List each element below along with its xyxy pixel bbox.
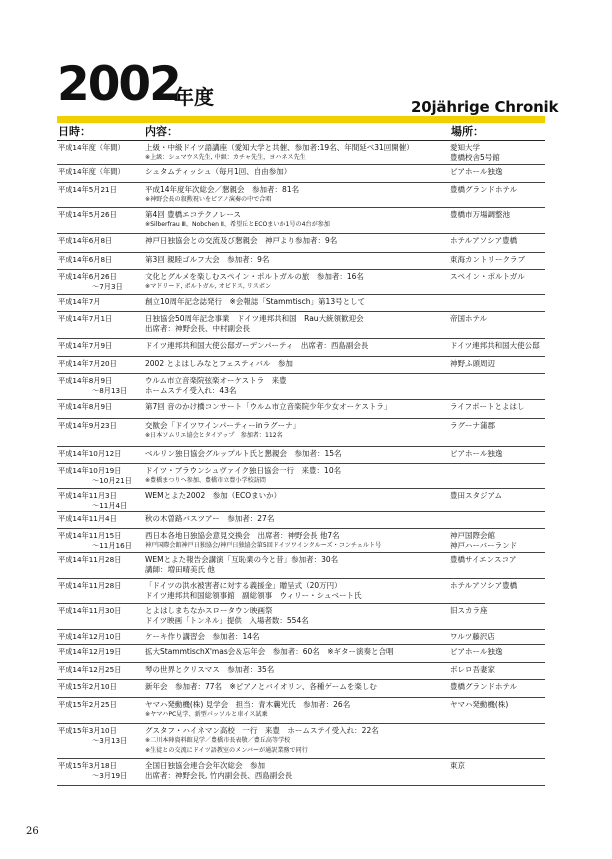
row-place <box>450 647 545 657</box>
row-content <box>145 491 450 501</box>
row-date <box>58 236 143 246</box>
date-end: ～10月21日 <box>92 476 132 485</box>
content-note: ※生徒との交流にドイツ語教室のメンバーが通訳業務で同行 <box>145 747 308 754</box>
row-content <box>145 314 450 334</box>
date-start: 平成14年6月8日 <box>58 236 113 245</box>
row-content <box>145 700 450 720</box>
row-place <box>450 236 545 246</box>
content-line: 西日本各地日独協会意見交換会 出席者：神野会長 他7名 <box>145 531 340 540</box>
place-line: 豊橋市万場調整池 <box>450 210 510 219</box>
column-header-content: 内容： <box>145 125 178 138</box>
place-line: 豊橋校舎5号館 <box>450 153 500 162</box>
content-line: 第3回 親睦ゴルフ大会 参加者：9名 <box>145 255 270 264</box>
row-place <box>450 421 545 431</box>
date-end: ～7月3日 <box>92 282 123 291</box>
row-place <box>450 581 545 591</box>
row-date <box>58 402 143 412</box>
row-date <box>58 314 143 324</box>
row-date <box>58 167 143 177</box>
table-row <box>57 553 545 579</box>
table-row <box>57 234 545 253</box>
row-content <box>145 421 450 441</box>
table-row <box>57 374 545 400</box>
column-header-place: 場所： <box>451 125 484 138</box>
table-row <box>57 529 545 553</box>
content-note: ※二川本陣資料館見学／豊橋市長表敬／豊丘高等学校 <box>145 737 291 744</box>
place-line: 帝国ホテル <box>450 314 488 323</box>
table-row <box>57 604 545 630</box>
table-row <box>57 680 545 698</box>
row-content <box>145 272 450 292</box>
row-content <box>145 606 450 626</box>
date-start: 平成14年11月30日 <box>58 606 122 615</box>
content-line: 文化とグルメを楽しむスペイン・ポルトガルの旅 参加者：16名 <box>145 272 364 281</box>
table-row <box>57 698 545 724</box>
table-row <box>57 183 545 208</box>
row-date <box>58 491 143 511</box>
row-place <box>450 555 545 565</box>
row-place <box>450 402 545 412</box>
place-line: ヤマハ発動機(株) <box>450 700 509 709</box>
content-line: 拡大StammtischX'mas会＆忘年会 参加者：60名 ※ギター演奏と合唱 <box>145 647 394 656</box>
date-start: 平成14年7月9日 <box>58 341 113 350</box>
row-content <box>145 632 450 642</box>
table-row <box>57 165 545 183</box>
row-date <box>58 421 143 431</box>
date-start: 平成14年6月26日 <box>58 272 117 281</box>
date-start: 平成15年3月10日 <box>58 726 117 735</box>
date-start: 平成14年9月23日 <box>58 421 117 430</box>
table-row <box>57 141 545 165</box>
row-date <box>58 555 143 565</box>
table-row <box>57 295 545 312</box>
row-content <box>145 581 450 601</box>
row-date <box>58 376 143 396</box>
place-line: ドイツ連邦共和国大使公邸 <box>450 341 540 350</box>
place-line: 神戸ハーバーランド <box>450 541 518 550</box>
row-place <box>450 700 545 710</box>
place-line: ラグーナ蒲郡 <box>450 421 495 430</box>
place-line: 愛知大学 <box>450 143 480 152</box>
content-line: 第7回 音のかけ橋コンサート「ウルム市立音楽院少年少女オーケストラ」 <box>145 402 392 411</box>
row-content <box>145 210 450 230</box>
row-content <box>145 359 450 369</box>
date-start: 平成14年5月21日 <box>58 185 117 194</box>
row-content <box>145 531 450 551</box>
content-line: 秋の木曽路バスツアー 参加者：27名 <box>145 514 275 523</box>
date-start: 平成15年2月25日 <box>58 700 117 709</box>
row-place <box>450 272 545 282</box>
date-start: 平成14年11月4日 <box>58 514 117 523</box>
row-content <box>145 167 450 177</box>
date-end: ～11月4日 <box>92 501 128 510</box>
date-start: 平成14年12月19日 <box>58 647 122 656</box>
content-note: ※神野会長の叙勲祝いをピアノ演奏の中で合唱 <box>145 196 272 203</box>
content-line: 新年会 参加者：77名 ※ピアノとバイオリン、各種ゲームを楽しむ <box>145 682 377 691</box>
place-line: ライフポートとよはし <box>450 402 525 411</box>
content-line: 上級・中級ドイツ語講座（愛知大学と共催、参加者:19名、年間延べ31回開催） <box>145 143 414 152</box>
content-line: ドイツ連邦共和国総領事館 副総領事 ウィリー・シュベート氏 <box>145 591 362 600</box>
place-line: ホテルアソシア豊橋 <box>450 236 518 245</box>
date-start: 平成14年7月20日 <box>58 359 117 368</box>
row-content <box>145 143 450 163</box>
row-content <box>145 449 450 459</box>
row-content <box>145 726 450 756</box>
date-start: 平成14年8月9日 <box>58 402 113 411</box>
content-line: 創立10周年記念誌発行 ※会報誌「Stammtisch」第13号として <box>145 297 366 306</box>
row-date <box>58 143 143 153</box>
date-start: 平成14年12月25日 <box>58 665 122 674</box>
row-content <box>145 402 450 412</box>
row-date <box>58 761 143 781</box>
date-start: 平成14年度（年間） <box>58 143 125 152</box>
content-note: ※ヤマハPC見学、新型パッソルと車イス試乗 <box>145 711 268 718</box>
place-line: 神戸国際会館 <box>450 531 495 540</box>
place-line: スペイン・ポルトガル <box>450 272 525 281</box>
content-line: 平成14年度年次総会／懇親会 参加者：81名 <box>145 185 300 194</box>
content-note: ※日本ソムリエ協会とタイアップ 参加者：112名 <box>145 432 283 439</box>
table-row <box>57 512 545 529</box>
row-date <box>58 466 143 486</box>
place-line: 旧スカラ座 <box>450 606 488 615</box>
content-note: ※上級：シュマウス先生, 中級：カチャ先生，ヨハネス先生 <box>145 154 306 161</box>
row-content <box>145 647 450 657</box>
date-start: 平成15年3月18日 <box>58 761 117 770</box>
row-place <box>450 531 545 551</box>
table-row <box>57 400 545 419</box>
chronicle-table <box>57 141 545 786</box>
content-line: WEMとよた報告会講演「互恥業の今と昔」参加者：30名 <box>145 555 339 564</box>
row-content <box>145 466 450 486</box>
row-place <box>450 210 545 220</box>
row-place <box>450 143 545 163</box>
row-place <box>450 359 545 369</box>
row-date <box>58 185 143 195</box>
table-row <box>57 312 545 339</box>
date-start: 平成15年2月10日 <box>58 682 117 691</box>
row-date <box>58 359 143 369</box>
content-note: ※豊橋まつりへ参加、豊橋市立豊小学校訪問 <box>145 477 266 484</box>
table-row <box>57 645 545 663</box>
page-number: 26 <box>26 826 39 837</box>
row-date <box>58 700 143 710</box>
date-start: 平成14年12月10日 <box>58 632 122 641</box>
place-line: 神野ふ頭周辺 <box>450 359 495 368</box>
content-line: 交歓会「ドイツワインパーティーinラグーナ」 <box>145 421 301 430</box>
content-line: グスタフ・ハイネマン高校 一行 来豊 ホームステイ受入れ：22名 <box>145 726 379 735</box>
table-row <box>57 579 545 604</box>
place-line: ビアホール独逸 <box>450 449 503 458</box>
content-line: ドイツ・ブラウンシュヴァイク独日協会一行 来豊：10名 <box>145 466 342 475</box>
date-start: 平成14年11月28日 <box>58 555 122 564</box>
date-end: ～11月16日 <box>92 541 132 550</box>
row-place <box>450 449 545 459</box>
place-line: 東海カントリークラブ <box>450 255 525 264</box>
row-place <box>450 314 545 324</box>
row-date <box>58 581 143 591</box>
column-header-date: 日時： <box>58 125 91 138</box>
table-row <box>57 253 545 270</box>
row-content <box>145 682 450 692</box>
date-start: 平成14年度（年間） <box>58 167 125 176</box>
row-content <box>145 341 450 351</box>
content-line: 出席者：神野会長、中村副会長 <box>145 324 250 333</box>
date-start: 平成14年7月 <box>58 297 101 306</box>
content-line: シュタムティッシュ（毎月1回、自由参加） <box>145 167 292 176</box>
row-date <box>58 606 143 616</box>
content-line: 琴の世界とクリスマス 参加者：35名 <box>145 665 275 674</box>
row-content <box>145 297 450 307</box>
content-line: ヤマハ発動機(株) 見学会 担当：青木蘘光氏 参加者：26名 <box>145 700 351 709</box>
date-start: 平成14年10月12日 <box>58 449 122 458</box>
date-start: 平成14年11月3日 <box>58 491 117 500</box>
table-row <box>57 464 545 489</box>
row-content <box>145 255 450 265</box>
row-place <box>450 167 545 177</box>
content-line: WEMとよた2002 参加（ECOまいか） <box>145 491 282 500</box>
row-date <box>58 210 143 220</box>
row-date <box>58 297 143 307</box>
content-line: 講師：増田晴美氏 他 <box>145 565 215 574</box>
content-line: ベルリン独日協会グルップルト氏と懇親会 参加者：15名 <box>145 449 342 458</box>
table-row <box>57 339 545 357</box>
table-row <box>57 447 545 464</box>
content-line: とよはしまちなかスロータウン映画祭 <box>145 606 273 615</box>
place-line: ビアホール独逸 <box>450 167 503 176</box>
row-date <box>58 531 143 551</box>
date-start: 平成14年10月19日 <box>58 466 122 475</box>
row-date <box>58 272 143 292</box>
place-line: 豊橋グランドホテル <box>450 185 518 194</box>
table-row <box>57 270 545 295</box>
date-end: ～8月13日 <box>92 386 128 395</box>
row-content <box>145 555 450 575</box>
row-content <box>145 665 450 675</box>
row-content <box>145 236 450 246</box>
place-line: ビアホール独逸 <box>450 647 503 656</box>
row-content <box>145 185 450 205</box>
date-end: ～3月13日 <box>92 736 128 745</box>
content-line: ケーキ作り講習会 参加者：14名 <box>145 632 260 641</box>
content-line: 第4回 豊橋エコテクノレース <box>145 210 242 219</box>
date-end: ～3月19日 <box>92 771 128 780</box>
date-start: 平成14年8月9日 <box>58 376 113 385</box>
row-place <box>450 491 545 501</box>
row-date <box>58 341 143 351</box>
date-start: 平成14年11月28日 <box>58 581 122 590</box>
row-place <box>450 761 545 771</box>
row-place <box>450 255 545 265</box>
table-row <box>57 489 545 512</box>
content-line: ホームステイ受入れ：43名 <box>145 386 237 395</box>
row-content <box>145 761 450 781</box>
content-note: 神戸国際会館神戸日独協会/神戸日独協会第5回ドイツワインクルーズ・コンチェルト号 <box>145 542 382 549</box>
row-date <box>58 647 143 657</box>
row-content <box>145 376 450 396</box>
row-place <box>450 665 545 675</box>
table-row <box>57 724 545 759</box>
date-start: 平成14年5月26日 <box>58 210 117 219</box>
row-content <box>145 514 450 524</box>
place-line: 東京 <box>450 761 465 770</box>
chronicle-subtitle: 20jährige Chronik <box>411 98 559 116</box>
row-place <box>450 632 545 642</box>
date-start: 平成14年6月8日 <box>58 255 113 264</box>
row-place <box>450 682 545 692</box>
table-row <box>57 759 545 786</box>
place-line: 豊橋グランドホテル <box>450 682 518 691</box>
place-line: 豊田スタジアム <box>450 491 502 500</box>
table-row <box>57 208 545 234</box>
year-heading: 2002 <box>57 57 180 112</box>
place-line: 豊橋サイエンスコア <box>450 555 517 564</box>
content-line: 日独協会50周年記念事業 ドイツ連邦共和国 Rau大統領歓迎会 <box>145 314 364 323</box>
date-start: 平成14年7月1日 <box>58 314 113 323</box>
row-date <box>58 255 143 265</box>
row-date <box>58 682 143 692</box>
row-date <box>58 665 143 675</box>
row-date <box>58 726 143 746</box>
content-note: ※Silberfrau Ⅲ、Nobchen Ⅱ、希望丘とECOまいか1号の4台が参加 <box>145 221 330 228</box>
row-place <box>450 341 545 351</box>
content-line: 出席者：神野会長, 竹内副会長、西島副会長 <box>145 771 293 780</box>
content-line: ウルム市立音楽院弦楽オーケストラ 来豊 <box>145 376 287 385</box>
content-line: 全国日独協会連合会年次総会 参加 <box>145 761 265 770</box>
content-line: 「ドイツの洪水被害者に対する義援金」贈呈式（20万円） <box>145 581 342 590</box>
row-date <box>58 632 143 642</box>
content-note: ※マドリード, ポルトガル, オビドス, リスボン <box>145 283 272 290</box>
accent-rule <box>57 116 545 123</box>
year-suffix: 年度 <box>174 85 214 109</box>
place-line: ボレロ吾妻家 <box>450 665 495 674</box>
row-place <box>450 185 545 195</box>
table-row <box>57 663 545 680</box>
table-row <box>57 357 545 374</box>
table-row <box>57 419 545 447</box>
date-start: 平成14年11月15日 <box>58 531 122 540</box>
content-line: 神戸日独協会との交流及び懇親会 神戸より参加者：9名 <box>145 236 338 245</box>
row-date <box>58 514 143 524</box>
table-row <box>57 630 545 645</box>
content-line: ドイツ連邦共和国大使公邸ガーデンパーティ 出席者：西島副会長 <box>145 341 369 350</box>
place-line: ワルツ藤沢店 <box>450 632 495 641</box>
row-place <box>450 606 545 616</box>
content-line: 2002 とよはしみなとフェスティバル 参加 <box>145 359 293 368</box>
content-line: ドイツ映画「トンネル」提供 入場者数：554名 <box>145 616 309 625</box>
row-date <box>58 449 143 459</box>
place-line: ホテルアソシア豊橋 <box>450 581 518 590</box>
